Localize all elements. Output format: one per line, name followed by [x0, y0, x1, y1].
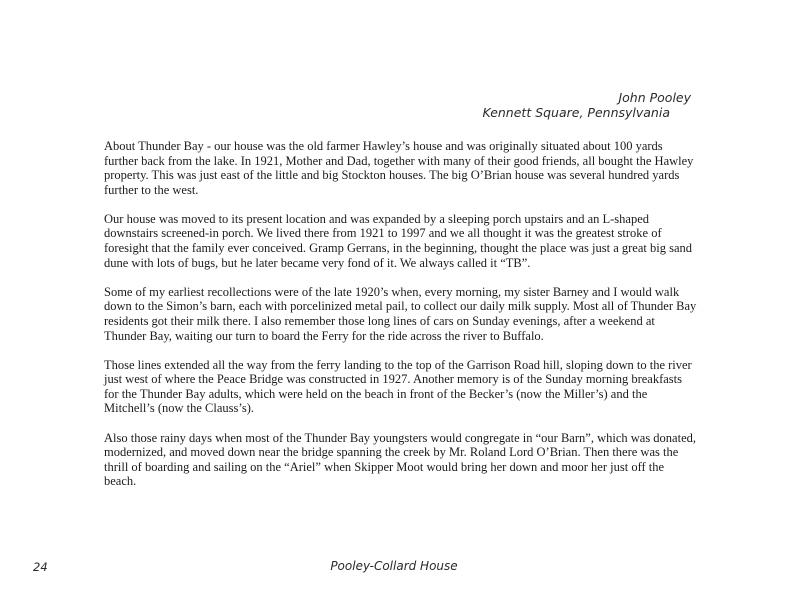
- author-location: Kennett Square, Pennsylvania: [482, 105, 670, 120]
- paragraph-5: Also those rainy days when most of the Thunder Bay youngsters would congregate in “our Barn”, which was donated, modernized, and moved down near the bridge spanning the creek by Mr. Roland Lord O’Brian. Then there was the thrill of boarding and sailing on the “Ariel” when Skipper Moot would bring her down and moor her just off the beach.: [104, 430, 696, 489]
- paragraph-3: Some of my earliest recollections were of the late 1920’s when, every morning, my sister Barney and I would walk down to the Simon’s barn, each with porcelinized metal pail, to collect our daily milk supply. Most all of Thunder Bay residents got their milk there. I also remember those long lines of cars on Sunday evenings, after a weekend at Thunder Bay, waiting our turn to board the Ferry for the ride across the river to Buffalo.: [104, 284, 697, 343]
- paragraph-2: Our house was moved to its present location and was expanded by a sleeping porch upstairs and an L-shaped downstairs screened-in porch. We lived there from 1921 to 1997 and we all thought it was the greatest stroke of foresight that the family ever conceived. Gramp Gerrans, in the beginning, thought the place was just a great big sand dune with lots of bugs, but he later became very fond of it. We always called it “TB”.: [104, 211, 693, 270]
- paragraph-4: Those lines extended all the way from the ferry landing to the top of the Garrison Road hill, sloping down to the river just west of where the Peace Bridge was constructed in 1927. Another memory is of the Sunday morning breakfasts for the Thunder Bay adults, which were held on the beach in front of the Becker’s (now the Miller’s) and the Mitchell’s (now the Clauss’s).: [104, 357, 692, 416]
- page-number: 24: [33, 560, 48, 574]
- paragraph-1: About Thunder Bay - our house was the old farmer Hawley’s house and was originally situated about 100 yards further back from the lake. In 1921, Mother and Dad, together with many of their good friends, all bought the Hawley property. This was just east of the little and big Stockton houses. The big O’Brian house was several hundred yards further to the west.: [104, 139, 694, 197]
- author-byline: [482, 90, 691, 120]
- author-name: John Pooley: [618, 90, 691, 105]
- body-text: [104, 139, 698, 503]
- footer-title: Pooley-Collard House: [330, 559, 458, 573]
